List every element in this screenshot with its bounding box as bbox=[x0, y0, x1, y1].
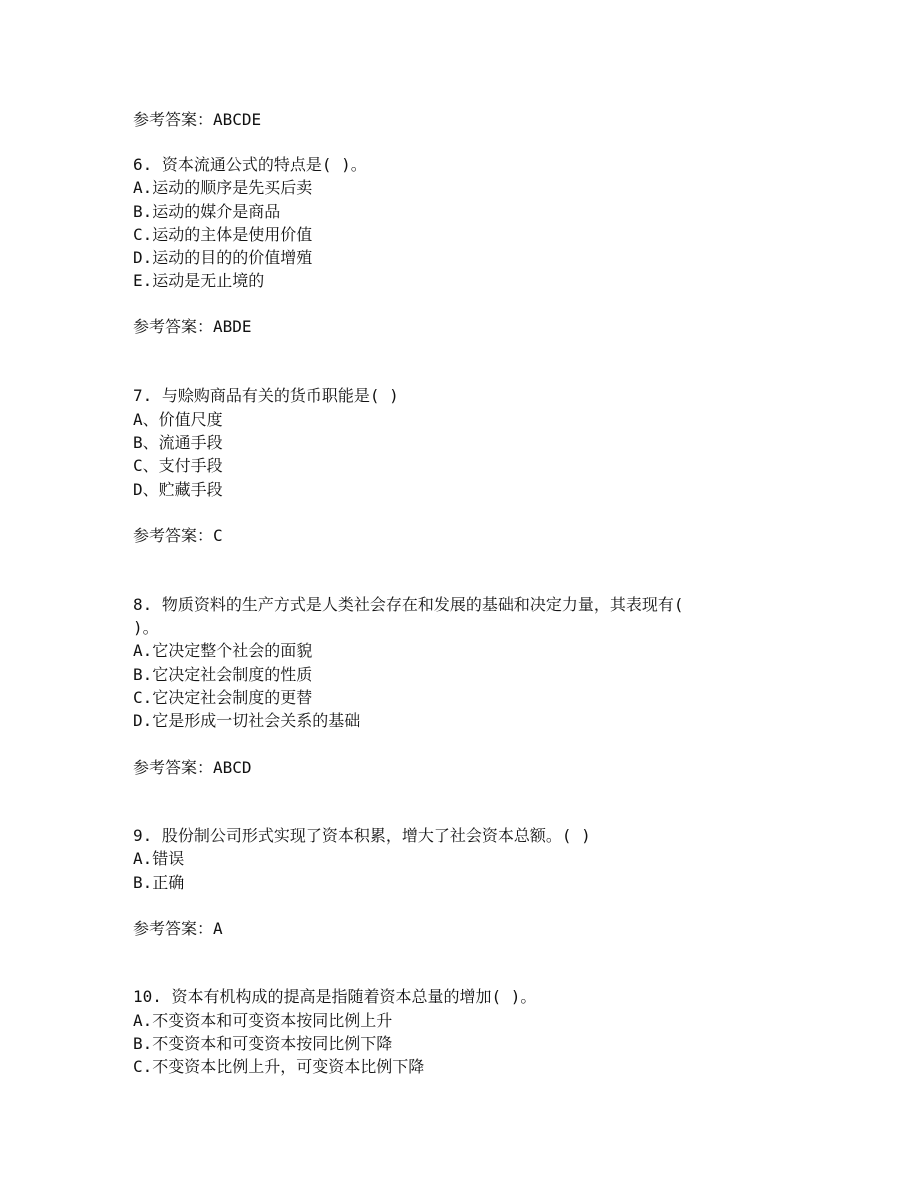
option: A.运动的顺序是先买后卖 bbox=[133, 178, 313, 197]
answer-value: C bbox=[213, 526, 223, 545]
answer-label: 参考答案： bbox=[133, 526, 214, 545]
option: A.它决定整个社会的面貌 bbox=[133, 641, 313, 660]
answer-line bbox=[133, 919, 223, 939]
option: D、贮藏手段 bbox=[133, 480, 223, 499]
answer-label: 参考答案： bbox=[133, 110, 214, 129]
option: B.它决定社会制度的性质 bbox=[133, 665, 313, 684]
option: E.运动是无止境的 bbox=[133, 271, 265, 290]
option: C.它决定社会制度的更替 bbox=[133, 688, 313, 707]
option: D.它是形成一切社会关系的基础 bbox=[133, 711, 361, 730]
answer-line bbox=[133, 758, 252, 778]
answer-value: ABCD bbox=[213, 758, 252, 777]
answer-label: 参考答案： bbox=[133, 919, 214, 938]
option: C.不变资本比例上升，可变资本比例下降 bbox=[133, 1057, 425, 1076]
question-stem: 6. 资本流通公式的特点是( )。 bbox=[133, 155, 367, 174]
option: A、价值尺度 bbox=[133, 410, 223, 429]
answer-value: ABCDE bbox=[213, 110, 262, 129]
answer-value: A bbox=[213, 919, 223, 938]
question-stem: 8. 物质资料的生产方式是人类社会存在和发展的基础和决定力量，其表现有( bbox=[133, 595, 684, 614]
question-stem: 10. 资本有机构成的提高是指随着资本总量的增加( )。 bbox=[133, 987, 537, 1006]
question-stem: 9. 股份制公司形式实现了资本积累，增大了社会资本总额。( ) bbox=[133, 826, 591, 845]
option: D.运动的目的的价值增殖 bbox=[133, 248, 313, 267]
option: B、流通手段 bbox=[133, 433, 223, 452]
answer-label: 参考答案： bbox=[133, 317, 214, 336]
option: A.错误 bbox=[133, 849, 185, 868]
answer-line bbox=[133, 526, 223, 546]
question-stem-continued: )。 bbox=[133, 618, 159, 637]
answer-line bbox=[133, 110, 261, 130]
answer-line bbox=[133, 317, 252, 337]
option: C、支付手段 bbox=[133, 456, 223, 475]
option: B.正确 bbox=[133, 873, 185, 892]
option: A.不变资本和可变资本按同比例上升 bbox=[133, 1011, 393, 1030]
option: B.运动的媒介是商品 bbox=[133, 202, 281, 221]
question-stem: 7. 与赊购商品有关的货币职能是( ) bbox=[133, 386, 399, 405]
option: B.不变资本和可变资本按同比例下降 bbox=[133, 1034, 393, 1053]
answer-value: ABDE bbox=[213, 317, 252, 336]
answer-label: 参考答案： bbox=[133, 758, 214, 777]
option: C.运动的主体是使用价值 bbox=[133, 225, 313, 244]
